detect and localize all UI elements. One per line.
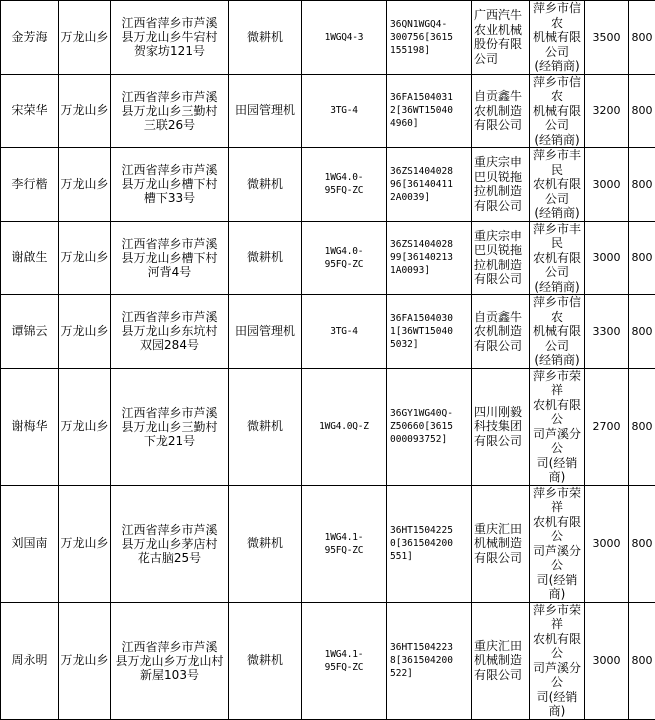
dealer-cell [530, 148, 585, 222]
model-cell-text: 3TG-4 [302, 104, 386, 117]
dealer-cell-line: 农机有限公 [530, 632, 584, 661]
serial-number-cell [387, 485, 472, 602]
owner-name-cell-text: 谢啟生 [1, 250, 58, 265]
address-cell-line: 新屋103号 [111, 668, 228, 682]
manufacturer-cell-line: 四川刚毅 [474, 405, 529, 420]
dealer-cell [530, 221, 585, 295]
serial-number-cell-line: 5032] [390, 338, 471, 351]
model-cell-line: 1WG4.1- [302, 648, 386, 661]
address-cell [111, 295, 229, 369]
subsidy-cell [629, 602, 655, 719]
serial-number-cell [387, 368, 472, 485]
dealer-cell-line: 司芦溪分公 [530, 661, 584, 690]
model-cell [302, 1, 387, 75]
price-cell-text: 3000 [585, 536, 628, 551]
dealer-cell-line: 司芦溪分公 [530, 427, 584, 456]
serial-number-cell-line: 36HT1504225 [390, 524, 471, 537]
manufacturer-cell-line: 股份有限 [474, 37, 529, 52]
manufacturer-cell-line: 有限公司 [474, 551, 529, 566]
price-cell-text: 3200 [585, 103, 628, 118]
price-cell [585, 148, 629, 222]
manufacturer-cell-line: 有限公司 [474, 668, 529, 683]
table-row [1, 485, 655, 602]
manufacturer-cell-line: 重庆宗申 [474, 155, 529, 170]
dealer-cell-line: 司(经销商) [530, 456, 584, 485]
address-cell-line: 县万龙山乡槽下村 [111, 177, 228, 191]
dealer-cell-line: (经销商) [530, 280, 584, 295]
dealer-cell-line: 萍乡市信农 [530, 1, 584, 30]
address-cell [111, 485, 229, 602]
township-cell [59, 368, 111, 485]
price-cell [585, 368, 629, 485]
address-cell-line: 县万龙山乡牛宕村 [111, 30, 228, 44]
address-cell [111, 1, 229, 75]
address-cell-line: 三联26号 [111, 118, 228, 132]
model-cell [302, 221, 387, 295]
manufacturer-cell-line: 自贡鑫牛 [474, 89, 529, 104]
price-cell-text: 2700 [585, 419, 628, 434]
dealer-cell-line: 萍乡市荣祥 [530, 486, 584, 515]
dealer-cell-line: 司(经销商) [530, 573, 584, 602]
dealer-cell [530, 368, 585, 485]
owner-name-cell [1, 602, 59, 719]
dealer-cell-line: 农机有限公 [530, 398, 584, 427]
manufacturer-cell-line: 有限公司 [474, 199, 529, 214]
table-row [1, 295, 655, 369]
dealer-cell-line: 萍乡市信农 [530, 295, 584, 324]
township-cell [59, 148, 111, 222]
township-cell-text: 万龙山乡 [59, 324, 110, 339]
owner-name-cell [1, 485, 59, 602]
owner-name-cell-text: 宋荣华 [1, 103, 58, 118]
serial-number-cell-line: Z50660[3615 [390, 420, 471, 433]
manufacturer-cell-line: 农机制造 [474, 324, 529, 339]
price-cell [585, 295, 629, 369]
manufacturer-cell-line: 机械制造 [474, 653, 529, 668]
serial-number-cell-line: 36FA1504030 [390, 312, 471, 325]
serial-number-cell-line: 36QN1WGQ4- [390, 18, 471, 31]
machine-type-cell [229, 485, 302, 602]
serial-number-cell-line: 000093752] [390, 433, 471, 446]
manufacturer-cell-line: 农业机械 [474, 23, 529, 38]
machine-type-cell-text: 微耕机 [229, 177, 301, 192]
serial-number-cell [387, 221, 472, 295]
model-cell [302, 602, 387, 719]
manufacturer-cell-line: 重庆汇田 [474, 639, 529, 654]
manufacturer-cell-line: 重庆汇田 [474, 522, 529, 537]
dealer-cell-line: (经销商) [530, 133, 584, 148]
owner-name-cell [1, 148, 59, 222]
address-cell-line: 江西省萍乡市芦溪 [111, 237, 228, 251]
price-cell-text: 3000 [585, 250, 628, 265]
address-cell-line: 下龙21号 [111, 434, 228, 448]
model-cell-text: 3TG-4 [302, 325, 386, 338]
township-cell-text: 万龙山乡 [59, 536, 110, 551]
serial-number-cell [387, 74, 472, 148]
manufacturer-cell-line: 机械制造 [474, 536, 529, 551]
manufacturer-cell [472, 295, 530, 369]
township-cell-text: 万龙山乡 [59, 653, 110, 668]
machine-type-cell [229, 221, 302, 295]
address-cell-line: 江西省萍乡市芦溪 [111, 16, 228, 30]
address-cell [111, 148, 229, 222]
owner-name-cell-text: 谭锦云 [1, 324, 58, 339]
township-cell [59, 295, 111, 369]
owner-name-cell [1, 295, 59, 369]
serial-number-cell-line: 36FA1504031 [390, 91, 471, 104]
address-cell-line: 县万龙山乡东坑村 [111, 324, 228, 338]
price-cell-text: 3300 [585, 324, 628, 339]
machine-type-cell-text: 田园管理机 [229, 103, 301, 118]
model-cell-line: 95FQ-ZC [302, 544, 386, 557]
serial-number-cell-line: 36ZS1404028 [390, 238, 471, 251]
address-cell-line: 花古脑25号 [111, 551, 228, 565]
address-cell-line: 河背4号 [111, 265, 228, 279]
machine-type-cell [229, 148, 302, 222]
owner-name-cell [1, 221, 59, 295]
township-cell-text: 万龙山乡 [59, 177, 110, 192]
address-cell-line: 江西省萍乡市芦溪 [111, 406, 228, 420]
serial-number-cell [387, 602, 472, 719]
machine-type-cell [229, 74, 302, 148]
table-body [1, 1, 655, 720]
owner-name-cell-text: 李行楷 [1, 177, 58, 192]
township-cell [59, 1, 111, 75]
dealer-cell-line: 农机有限公 [530, 515, 584, 544]
model-cell [302, 148, 387, 222]
manufacturer-cell [472, 148, 530, 222]
manufacturer-cell [472, 368, 530, 485]
subsidy-cell [629, 148, 655, 222]
manufacturer-cell-line: 公司 [474, 52, 529, 67]
serial-number-cell-line: 1A0093] [390, 264, 471, 277]
subsidy-cell-text: 800 [629, 419, 655, 434]
owner-name-cell-text: 谢梅华 [1, 419, 58, 434]
dealer-cell-line: 农机有限公司 [530, 177, 584, 206]
serial-number-cell-line: 36ZS1404028 [390, 165, 471, 178]
subsidy-cell-text: 800 [629, 536, 655, 551]
dealer-cell-line: 司(经销商) [530, 690, 584, 719]
manufacturer-cell-line: 科技集团 [474, 419, 529, 434]
owner-name-cell [1, 74, 59, 148]
address-cell-line: 双园284号 [111, 338, 228, 352]
township-cell [59, 485, 111, 602]
serial-number-cell-line: 2A0039] [390, 191, 471, 204]
subsidy-cell-text: 800 [629, 103, 655, 118]
manufacturer-cell-line: 有限公司 [474, 272, 529, 287]
address-cell-line: 县万龙山乡万龙山村 [111, 654, 228, 668]
owner-name-cell-text: 金芳海 [1, 30, 58, 45]
dealer-cell-line: 萍乡市丰民 [530, 148, 584, 177]
model-cell-line: 1WG4.0- [302, 245, 386, 258]
model-cell-line: 1WG4.0- [302, 171, 386, 184]
subsidy-cell-text: 800 [629, 250, 655, 265]
machine-type-cell-text: 微耕机 [229, 250, 301, 265]
address-cell-line: 县万龙山乡三勤村 [111, 420, 228, 434]
dealer-cell-line: 萍乡市荣祥 [530, 603, 584, 632]
model-cell-line: 95FQ-ZC [302, 661, 386, 674]
table-row [1, 1, 655, 75]
serial-number-cell-line: 36HT1504223 [390, 641, 471, 654]
machine-type-cell [229, 295, 302, 369]
address-cell [111, 221, 229, 295]
subsidy-cell [629, 485, 655, 602]
manufacturer-cell-line: 巴贝锐拖 [474, 243, 529, 258]
machine-type-cell [229, 368, 302, 485]
model-cell [302, 485, 387, 602]
manufacturer-cell [472, 602, 530, 719]
model-cell-line: 95FQ-ZC [302, 258, 386, 271]
table-row [1, 74, 655, 148]
township-cell-text: 万龙山乡 [59, 103, 110, 118]
serial-number-cell-line: 551] [390, 550, 471, 563]
dealer-cell [530, 602, 585, 719]
serial-number-cell-line: 1[36WT15040 [390, 325, 471, 338]
manufacturer-cell-line: 有限公司 [474, 339, 529, 354]
price-cell [585, 1, 629, 75]
manufacturer-cell-line: 有限公司 [474, 434, 529, 449]
serial-number-cell-line: 522] [390, 667, 471, 680]
owner-name-cell [1, 1, 59, 75]
machine-type-cell-text: 微耕机 [229, 30, 301, 45]
model-cell [302, 295, 387, 369]
address-cell [111, 74, 229, 148]
manufacturer-cell-line: 巴贝锐拖 [474, 170, 529, 185]
serial-number-cell-line: 2[36WT15040 [390, 104, 471, 117]
manufacturer-cell-line: 农机制造 [474, 104, 529, 119]
serial-number-cell [387, 148, 472, 222]
price-cell [585, 221, 629, 295]
machine-type-cell-text: 微耕机 [229, 536, 301, 551]
machine-type-cell-text: 田园管理机 [229, 324, 301, 339]
table-row [1, 148, 655, 222]
dealer-cell-line: 机械有限公司 [530, 104, 584, 133]
serial-number-cell-line: 4960] [390, 117, 471, 130]
address-cell-line: 县万龙山乡槽下村 [111, 251, 228, 265]
dealer-cell-line: (经销商) [530, 59, 584, 74]
dealer-cell-line: (经销商) [530, 353, 584, 368]
manufacturer-cell-line: 拉机制造 [474, 258, 529, 273]
table-row [1, 602, 655, 719]
manufacturer-cell-line: 广西汽牛 [474, 8, 529, 23]
subsidy-cell-text: 800 [629, 30, 655, 45]
table-row [1, 368, 655, 485]
address-cell-line: 江西省萍乡市芦溪 [111, 163, 228, 177]
serial-number-cell-line: 99[36140213 [390, 251, 471, 264]
manufacturer-cell [472, 485, 530, 602]
township-cell-text: 万龙山乡 [59, 250, 110, 265]
model-cell-text: 1WGQ4-3 [302, 31, 386, 44]
township-cell-text: 万龙山乡 [59, 419, 110, 434]
machine-type-cell [229, 602, 302, 719]
address-cell [111, 368, 229, 485]
owner-name-cell-text: 周永明 [1, 653, 58, 668]
manufacturer-cell-line: 自贡鑫牛 [474, 310, 529, 325]
subsidy-cell [629, 221, 655, 295]
address-cell-line: 县万龙山乡茅店村 [111, 537, 228, 551]
price-cell [585, 74, 629, 148]
model-cell [302, 368, 387, 485]
dealer-cell-line: 机械有限公司 [530, 30, 584, 59]
address-cell-line: 江西省萍乡市芦溪 [111, 90, 228, 104]
machine-type-cell-text: 微耕机 [229, 653, 301, 668]
dealer-cell-line: 萍乡市丰民 [530, 222, 584, 251]
address-cell-line: 贺家坊121号 [111, 44, 228, 58]
address-cell-line: 江西省萍乡市芦溪 [111, 523, 228, 537]
price-cell [585, 485, 629, 602]
subsidy-cell [629, 74, 655, 148]
dealer-cell [530, 1, 585, 75]
manufacturer-cell [472, 74, 530, 148]
address-cell-line: 槽下33号 [111, 191, 228, 205]
dealer-cell [530, 74, 585, 148]
model-cell [302, 74, 387, 148]
model-cell-text: 1WG4.0Q-Z [302, 420, 386, 433]
subsidy-cell-text: 800 [629, 653, 655, 668]
township-cell-text: 万龙山乡 [59, 30, 110, 45]
serial-number-cell-line: 300756[3615 [390, 31, 471, 44]
subsidy-cell [629, 368, 655, 485]
model-cell-line: 1WG4.1- [302, 531, 386, 544]
subsidy-cell [629, 1, 655, 75]
township-cell [59, 74, 111, 148]
manufacturer-cell [472, 221, 530, 295]
dealer-cell-line: 萍乡市荣祥 [530, 369, 584, 398]
model-cell-line: 95FQ-ZC [302, 184, 386, 197]
serial-number-cell-line: 155198] [390, 44, 471, 57]
serial-number-cell-line: 0[361504200 [390, 537, 471, 550]
manufacturer-cell [472, 1, 530, 75]
dealer-cell-line: 农机有限公司 [530, 251, 584, 280]
serial-number-cell-line: 8[361504200 [390, 654, 471, 667]
dealer-cell-line: 机械有限公司 [530, 324, 584, 353]
price-cell-text: 3000 [585, 177, 628, 192]
dealer-cell [530, 485, 585, 602]
serial-number-cell-line: 36GY1WG40Q- [390, 407, 471, 420]
subsidy-cell-text: 800 [629, 177, 655, 192]
manufacturer-cell-line: 有限公司 [474, 118, 529, 133]
table-row [1, 221, 655, 295]
machine-type-cell-text: 微耕机 [229, 419, 301, 434]
serial-number-cell [387, 1, 472, 75]
subsidy-cell [629, 295, 655, 369]
dealer-cell [530, 295, 585, 369]
subsidy-cell-text: 800 [629, 324, 655, 339]
price-cell-text: 3500 [585, 30, 628, 45]
dealer-cell-line: 萍乡市信农 [530, 75, 584, 104]
address-cell-line: 江西省萍乡市芦溪 [111, 640, 228, 654]
owner-name-cell-text: 刘国南 [1, 536, 58, 551]
address-cell [111, 602, 229, 719]
dealer-cell-line: 司芦溪分公 [530, 544, 584, 573]
owner-name-cell [1, 368, 59, 485]
manufacturer-cell-line: 拉机制造 [474, 184, 529, 199]
address-cell-line: 县万龙山乡三勤村 [111, 104, 228, 118]
price-cell-text: 3000 [585, 653, 628, 668]
price-cell [585, 602, 629, 719]
serial-number-cell [387, 295, 472, 369]
township-cell [59, 221, 111, 295]
serial-number-cell-line: 96[36140411 [390, 178, 471, 191]
township-cell [59, 602, 111, 719]
manufacturer-cell-line: 重庆宗申 [474, 229, 529, 244]
machine-type-cell [229, 1, 302, 75]
address-cell-line: 江西省萍乡市芦溪 [111, 310, 228, 324]
dealer-cell-line: (经销商) [530, 206, 584, 221]
